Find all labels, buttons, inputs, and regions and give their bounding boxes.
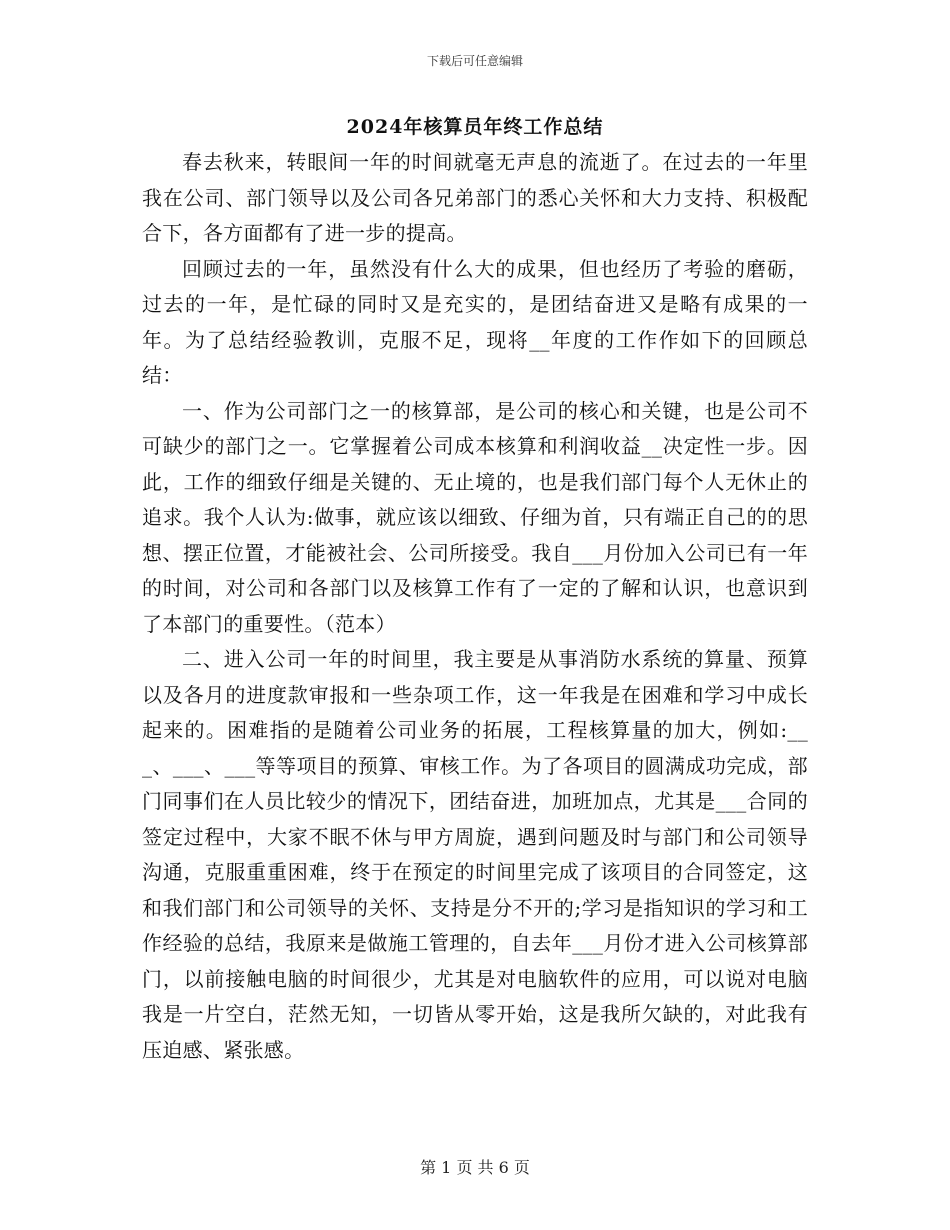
document-body [142,145,808,1068]
document-title: 2024年核算员年终工作总结 [346,116,604,138]
paragraph-section-one: 一、作为公司部门之一的核算部，是公司的核心和关键，也是公司不可缺少的部门之一。它掌握着公司成本核算和利润收益__决定性一步。因此，工作的细致仔细是关键的、无止境的，也是我们部门每个人无休止的追求。我个人认为:做事，就应该以细致、仔细为首，只有端正自己的的思想、摆正位置，才能被社会、公司所接受。我自___月份加入公司已有一年的时间，对公司和各部门以及核算工作有了一定的了解和认识，也意识到了本部门的重要性。（范本） [142,398,808,636]
page-number: 第 1 页 共 6 页 [420,1158,530,1177]
paragraph-intro: 春去秋来，转眼间一年的时间就毫无声息的流逝了。在过去的一年里我在公司、部门领导以及公司各兄弟部门的悉心关怀和大力支持、积极配合下，各方面都有了进一步的提高。 [142,150,808,245]
page-header-note: 下载后可任意编辑 [426,54,523,68]
paragraph-section-two: 二、进入公司一年的时间里，我主要是从事消防水系统的算量、预算以及各月的进度款审报和一些杂项工作，这一年我是在困难和学习中成长起来的。困难指的是随着公司业务的拓展，工程核算量的加大，例如:___、___、___等等项目的预算、审核工作。为了各项目的圆满成功完成，部门同事们在人员比较少的情况下，团结奋进，加班加点，尤其是___合同的签定过程中，大家不眠不休与甲方周旋，遇到问题及时与部门和公司领导沟通，克服重重困难，终于在预定的时间里完成了该项目的合同签定，这和我们部门和公司领导的关怀、支持是分不开的;学习是指知识的学习和工作经验的总结，我原来是做施工管理的，自去年___月份才进入公司核算部门，以前接触电脑的时间很少，尤其是对电脑软件的应用，可以说对电脑我是一片空白，茫然无知，一切皆从零开始，这是我所欠缺的，对此我有压迫感、紧张感。 [142,647,808,1062]
paragraph-review: 回顾过去的一年，虽然没有什么大的成果，但也经历了考验的磨砺，过去的一年，是忙碌的同时又是充实的，是团结奋进又是略有成果的一年。为了总结经验教训，克服不足，现将__年度的工作作如下的回顾总结： [142,256,808,387]
